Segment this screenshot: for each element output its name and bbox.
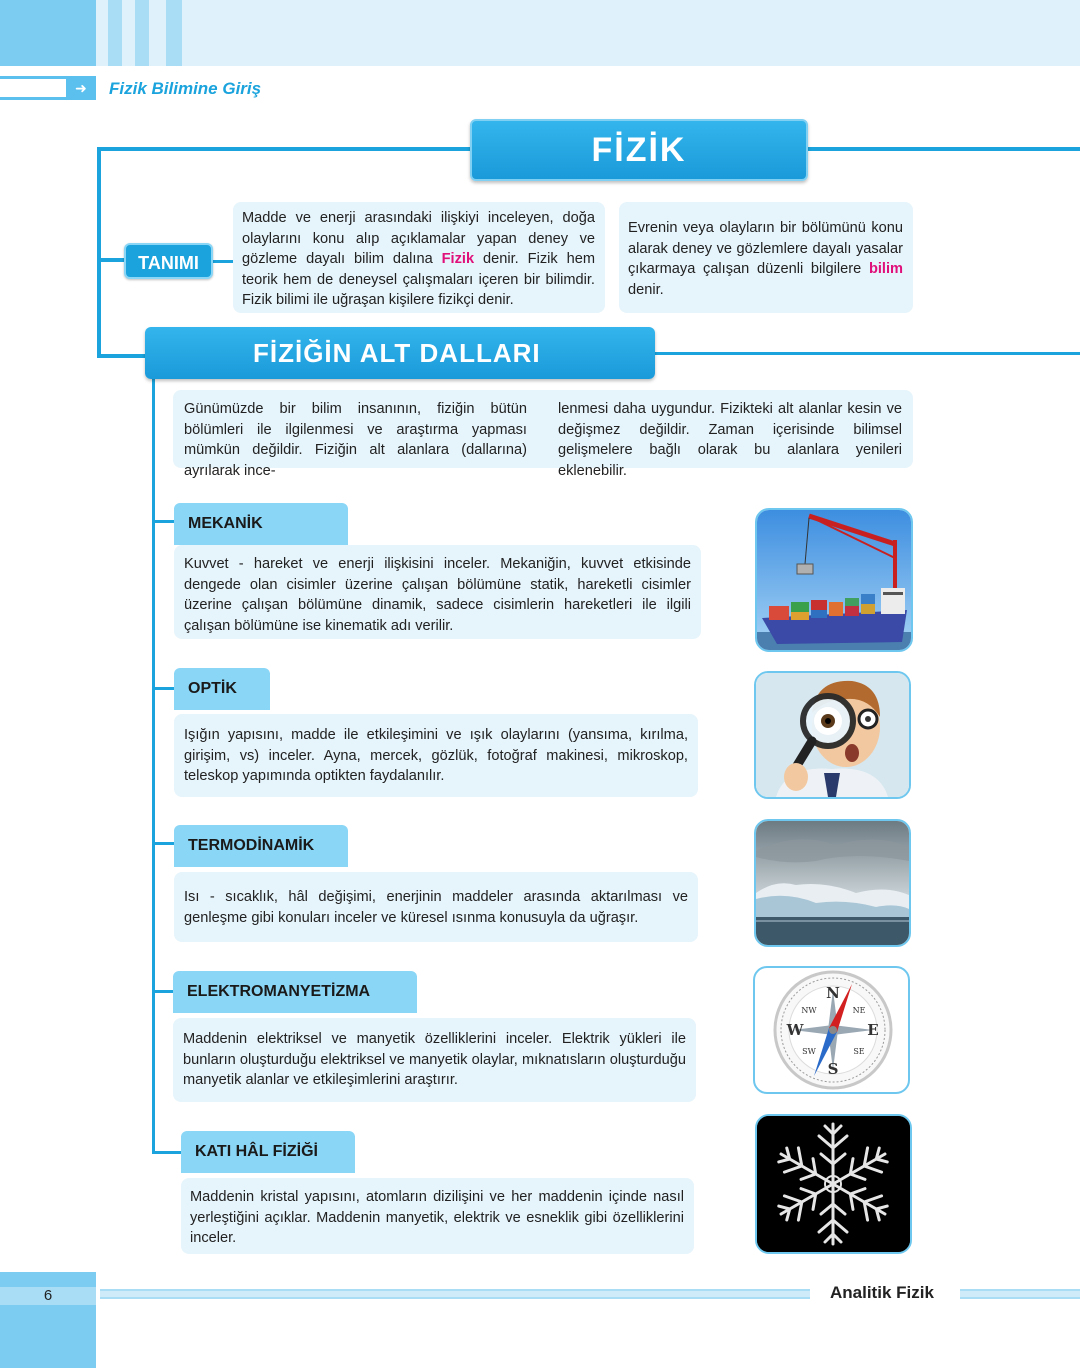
iceberg-image (756, 821, 909, 945)
science-highlight: bilim (868, 261, 903, 277)
subfields-title: FİZİĞİN ALT DALLARI (145, 327, 655, 379)
subfield-tab-optics: OPTİK (174, 668, 270, 710)
arrow-right-icon: ➜ (66, 79, 96, 97)
connector-line (97, 258, 125, 262)
top-stripe (108, 0, 122, 66)
connector-line (97, 147, 101, 358)
intro-left: Günümüzde bir bilim insanının, fiziğin bütün bölümleri ile ilgilenmesi ve araştırma yapması mümkün değildir. Fiziğin alt alanlara (dallarına) ayrılarak ince- (184, 401, 527, 479)
connector-line (806, 147, 1080, 151)
compass-northeast: NE (852, 1006, 866, 1015)
cargo-ship-image (757, 510, 911, 650)
top-stripe (135, 0, 149, 66)
connector-line (97, 354, 147, 358)
compass-northwest: NW (801, 1006, 817, 1015)
subfields-intro (173, 390, 913, 479)
connector-line (152, 842, 176, 845)
snowflake-image (757, 1116, 910, 1252)
science-definition (619, 202, 913, 313)
science-definition-text: denir. (628, 281, 664, 298)
connector-line (152, 520, 176, 523)
subfield-text-solid-state: Maddenin kristal yapısını, atomların dizilişini ve her maddenin içinde nasıl yerleştiğini açıklar. Maddenin manyetik, elektrik ve esneklik gibi özelliklerini inceler. (181, 1178, 694, 1254)
magnifier-man-image (756, 673, 909, 797)
compass-south: S (827, 1060, 839, 1078)
subfield-text-electromagnetism: Maddenin elektriksel ve manyetik özelliklerini inceler. Elektrik yükleri ile bunların oluşturduğu elektriksel ve manyetik olaylar, mıknatısların oluşturduğu manyetik alanlar ve etkileşimlerini araştırır. (173, 1018, 696, 1102)
subfield-tab-electromagnetism: ELEKTROMANYETİZMA (173, 971, 417, 1013)
compass-east: E (867, 1021, 879, 1039)
header-marker (0, 76, 96, 100)
top-band (0, 0, 1080, 66)
physics-definition (233, 202, 605, 313)
subfield-tab-solid-state: KATI HÂL FİZİĞİ (181, 1131, 355, 1173)
subfield-tab-thermodynamics: TERMODİNAMİK (174, 825, 348, 867)
snowflake-photo (755, 1114, 912, 1254)
page-number: 6 (0, 1287, 96, 1305)
cargo-ship-photo (755, 508, 913, 652)
intro-right: lenmesi daha uygundur. Fizikteki alt alanlar kesin ve değişmez değildir. Zaman içerisinde bilimsel gelişmelere bağlı olarak bu alanlara yenileri eklenebilir. (558, 401, 902, 479)
physics-definition-text: denir. Fizik hem teorik hem de deneysel çalışmaları içeren bir bilimdir. Fizik bilimi ile uğraşan kişilere fizikçi denir. (242, 251, 595, 308)
top-corner-block (0, 0, 96, 66)
connector-line (212, 260, 234, 263)
footer-line (100, 1289, 810, 1299)
physics-definition-text: Madde ve enerji arasındaki ilişkiyi inceleyen, doğa olaylarını konu alıp açıklamalar yapan deney ve gözleme dayalı bilim dalına (242, 210, 595, 267)
science-definition-text: Evrenin veya olayların bir bölümünü konu alarak deney ve gözlemlere dayalı yasalar çıkarmaya çalışan düzenli bilgilere (628, 220, 903, 277)
magnifier-man-photo (754, 671, 911, 799)
compass-image (755, 968, 908, 1092)
connector-line (152, 378, 155, 1154)
top-stripe (166, 0, 182, 66)
iceberg-photo (754, 819, 911, 947)
connector-line (152, 687, 176, 690)
subfield-text-mechanics: Kuvvet - hareket ve enerji ilişkisini inceler. Mekaniğin, kuvvet etkisinde dengede olan cisimler üzerine çalışan bölümüne statik, hareketli cisimler üzerine çalışan bölümüne dinamik, sadece cisimlerin hareketleri ile ilgili çalışan bölümüne ise kinematik adı verilir. (174, 545, 701, 639)
connector-line (654, 352, 1080, 355)
compass-north: N (826, 984, 840, 1002)
physics-highlight: Fizik (441, 251, 475, 267)
compass-southeast: SE (853, 1047, 865, 1056)
footer-brand: Analitik Fizik (830, 1283, 934, 1302)
footer-line (960, 1289, 1080, 1299)
compass-southwest: SW (802, 1047, 816, 1056)
subfield-text-thermodynamics: Isı - sıcaklık, hâl değişimi, enerjinin maddeler arasında aktarılması ve genleşme gibi konuları inceler ve küresel ısınma konusuyla da uğraşır. (174, 872, 698, 942)
main-title: FİZİK (470, 119, 808, 181)
section-title: Fizik Bilimine Giriş (109, 79, 262, 98)
subfield-text-optics: Işığın yapısını, madde ile etkileşimini ve ışık olaylarını (yansıma, kırılma, girişim, vs) inceler. Ayna, mercek, gözlük, fotoğraf makinesi, mikroskop, teleskop yapımında optikten faydalanılır. (174, 714, 698, 797)
connector-line (152, 1151, 184, 1154)
subfield-tab-mechanics: MEKANİK (174, 503, 348, 545)
compass-photo (753, 966, 910, 1094)
connector-line (97, 147, 472, 151)
definition-label: TANIMI (124, 243, 213, 279)
compass-west: W (786, 1021, 804, 1039)
